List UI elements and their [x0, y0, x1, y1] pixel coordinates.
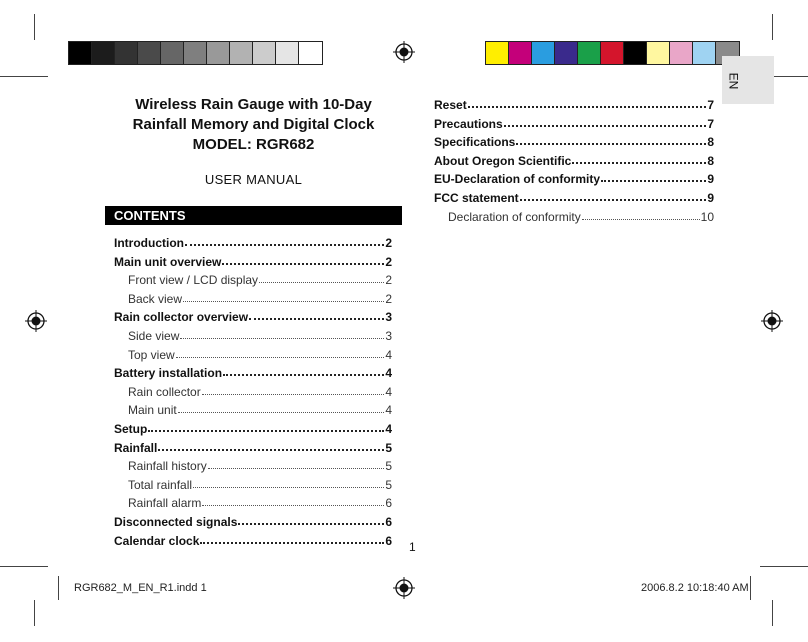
- toc-entry-page: 2: [385, 273, 392, 288]
- color-swatch: [69, 42, 92, 64]
- crop-mark: [772, 14, 773, 40]
- toc-entry-page: 8: [707, 135, 714, 150]
- toc-entry-page: 2: [385, 291, 392, 306]
- toc-entry[interactable]: [128, 455, 392, 473]
- color-swatch: [509, 42, 532, 64]
- toc-dot-leader: [176, 357, 385, 358]
- toc-entry[interactable]: [434, 113, 714, 131]
- toc-entry-label: About Oregon Scientific: [434, 153, 572, 168]
- toc-entry-label: Rain collector: [128, 384, 201, 399]
- toc-entry[interactable]: [448, 206, 714, 224]
- toc-entry-page: 6: [385, 533, 392, 548]
- color-swatch: [670, 42, 693, 64]
- contents-heading: CONTENTS: [105, 206, 402, 225]
- toc-entry-page: 5: [385, 477, 392, 492]
- color-swatch: [115, 42, 138, 64]
- toc-entry-page: 10: [700, 209, 714, 224]
- color-swatch: [299, 42, 322, 64]
- registration-mark-icon: [25, 310, 47, 332]
- color-swatch: [647, 42, 670, 64]
- toc-entry-label: Battery installation: [114, 366, 223, 381]
- toc-entry-page: 4: [385, 422, 392, 436]
- toc-dot-leader: [572, 162, 706, 164]
- color-swatch: [486, 42, 509, 64]
- toc-entry-page: 4: [385, 366, 392, 381]
- toc-entry-page: 4: [385, 347, 392, 362]
- toc-dot-leader: [202, 505, 384, 506]
- toc-entry-label: Rainfall history: [128, 459, 207, 474]
- toc-dot-leader: [200, 542, 384, 544]
- color-swatch: [693, 42, 716, 64]
- toc-entry-page: 3: [385, 329, 392, 343]
- toc-dot-leader: [238, 523, 384, 525]
- toc-entry[interactable]: [114, 511, 392, 529]
- toc-entry-label: Main unit: [128, 403, 177, 418]
- toc-dot-leader: [223, 374, 384, 376]
- toc-dot-leader: [180, 338, 384, 339]
- toc-entry-label: Top view: [128, 347, 175, 362]
- toc-entry-label: Introduction: [114, 236, 184, 250]
- title-line: MODEL: RGR682: [192, 136, 315, 153]
- toc-entry-page: 5: [385, 459, 392, 474]
- toc-entry-page: 9: [707, 172, 714, 187]
- toc-dot-leader: [148, 430, 384, 432]
- document-title: [105, 95, 402, 155]
- toc-entry[interactable]: [434, 187, 714, 205]
- toc-entry[interactable]: [128, 474, 392, 492]
- toc-entry[interactable]: [114, 437, 392, 455]
- toc-entry[interactable]: [114, 530, 392, 548]
- language-tab-label: EN: [726, 72, 741, 90]
- toc-entry-label: Reset: [434, 98, 467, 112]
- color-swatch: [184, 42, 207, 64]
- toc-entry[interactable]: [434, 168, 714, 186]
- toc-entry[interactable]: [128, 344, 392, 362]
- color-swatch: [532, 42, 555, 64]
- crop-mark: [58, 576, 59, 600]
- toc-entry[interactable]: [128, 381, 392, 399]
- color-swatch: [207, 42, 230, 64]
- toc-entry-page: 3: [385, 310, 392, 325]
- toc-entry[interactable]: [114, 362, 392, 380]
- toc-dot-leader: [158, 449, 384, 451]
- toc-dot-leader: [193, 487, 384, 488]
- toc-dot-leader: [601, 180, 706, 182]
- toc-entry-page: 7: [707, 98, 714, 112]
- toc-entry-label: Front view / LCD display: [128, 273, 259, 288]
- toc-entry-label: EU-Declaration of conformity: [434, 172, 601, 187]
- toc-dot-leader: [202, 394, 385, 395]
- toc-entry-page: 4: [385, 403, 392, 418]
- registration-mark-icon: [761, 310, 783, 332]
- toc-entry-page: 9: [707, 191, 714, 205]
- crop-mark: [0, 76, 48, 77]
- toc-entry-page: 5: [385, 440, 392, 455]
- toc-entry-label: Calendar clock: [114, 533, 200, 548]
- document-subtitle: USER MANUAL: [204, 172, 303, 187]
- toc-entry-label: FCC statement: [434, 191, 519, 205]
- crop-mark: [34, 600, 35, 626]
- color-swatch: [276, 42, 299, 64]
- color-swatch: [555, 42, 578, 64]
- footer-timestamp: 2006.8.2 10:18:40 AM: [641, 582, 749, 594]
- toc-dot-leader: [249, 318, 384, 320]
- color-swatch: [253, 42, 276, 64]
- toc-entry[interactable]: [434, 131, 714, 149]
- toc-entry[interactable]: [128, 288, 392, 306]
- registration-mark-icon: [393, 41, 415, 63]
- toc-dot-leader: [183, 301, 384, 302]
- toc-entry[interactable]: [114, 232, 392, 250]
- registration-mark-icon: [393, 577, 415, 599]
- toc-entry[interactable]: [128, 325, 392, 343]
- toc-entry[interactable]: [128, 492, 392, 510]
- toc-entry-label: Side view: [128, 329, 180, 343]
- title-line: Wireless Rain Gauge with 10-Day: [135, 96, 372, 113]
- toc-entry-page: 2: [385, 254, 392, 269]
- toc-entry[interactable]: [128, 399, 392, 417]
- gray-color-bar: [68, 41, 323, 65]
- toc-entry-label: Declaration of conformity: [448, 209, 581, 224]
- toc-entry-label: Setup: [114, 422, 148, 436]
- language-tab: [722, 56, 774, 104]
- crop-mark: [760, 566, 808, 567]
- toc-dot-leader: [259, 282, 384, 283]
- toc-dot-leader: [468, 106, 707, 108]
- toc-dot-leader: [520, 199, 707, 201]
- toc-entry[interactable]: [114, 306, 392, 324]
- toc-entry[interactable]: [128, 269, 392, 287]
- toc-entry-page: 4: [385, 384, 392, 399]
- toc-dot-leader: [185, 244, 384, 246]
- toc-entry-page: 7: [707, 116, 714, 131]
- toc-entry[interactable]: [434, 94, 714, 112]
- title-line: Rainfall Memory and Digital Clock: [132, 116, 375, 133]
- color-swatch: [578, 42, 601, 64]
- color-swatch: [230, 42, 253, 64]
- toc-dot-leader: [516, 143, 706, 145]
- toc-entry-label: Total rainfall: [128, 477, 193, 492]
- crop-mark: [750, 576, 751, 600]
- page-number: 1: [409, 540, 416, 554]
- toc-entry-label: Main unit overview: [114, 254, 222, 269]
- color-swatch: [601, 42, 624, 64]
- footer-file-name: RGR682_M_EN_R1.indd 1: [74, 582, 207, 594]
- toc-entry[interactable]: [434, 150, 714, 168]
- color-swatch: [624, 42, 647, 64]
- color-swatch: [161, 42, 184, 64]
- toc-dot-leader: [582, 219, 700, 220]
- crop-mark: [0, 566, 48, 567]
- crop-mark: [34, 14, 35, 40]
- color-swatch: [138, 42, 161, 64]
- toc-entry-label: Disconnected signals: [114, 515, 238, 529]
- toc-dot-leader: [222, 263, 384, 265]
- process-color-bar: [485, 41, 740, 65]
- toc-entry-label: Specifications: [434, 135, 516, 150]
- toc-entry-label: Precautions: [434, 116, 503, 131]
- toc-entry-label: Rainfall: [114, 440, 158, 455]
- toc-entry-page: 6: [385, 515, 392, 529]
- toc-entry[interactable]: [114, 418, 392, 436]
- toc-entry-label: Back view: [128, 291, 183, 306]
- color-swatch: [92, 42, 115, 64]
- toc-dot-leader: [178, 412, 385, 413]
- toc-entry-page: 2: [385, 236, 392, 250]
- toc-entry-page: 8: [707, 153, 714, 168]
- crop-mark: [772, 600, 773, 626]
- toc-entry-page: 6: [385, 496, 392, 511]
- toc-entry-label: Rain collector overview: [114, 310, 249, 325]
- toc-entry[interactable]: [114, 251, 392, 269]
- toc-dot-leader: [504, 125, 707, 127]
- toc-dot-leader: [208, 468, 385, 469]
- toc-entry-label: Rainfall alarm: [128, 496, 202, 511]
